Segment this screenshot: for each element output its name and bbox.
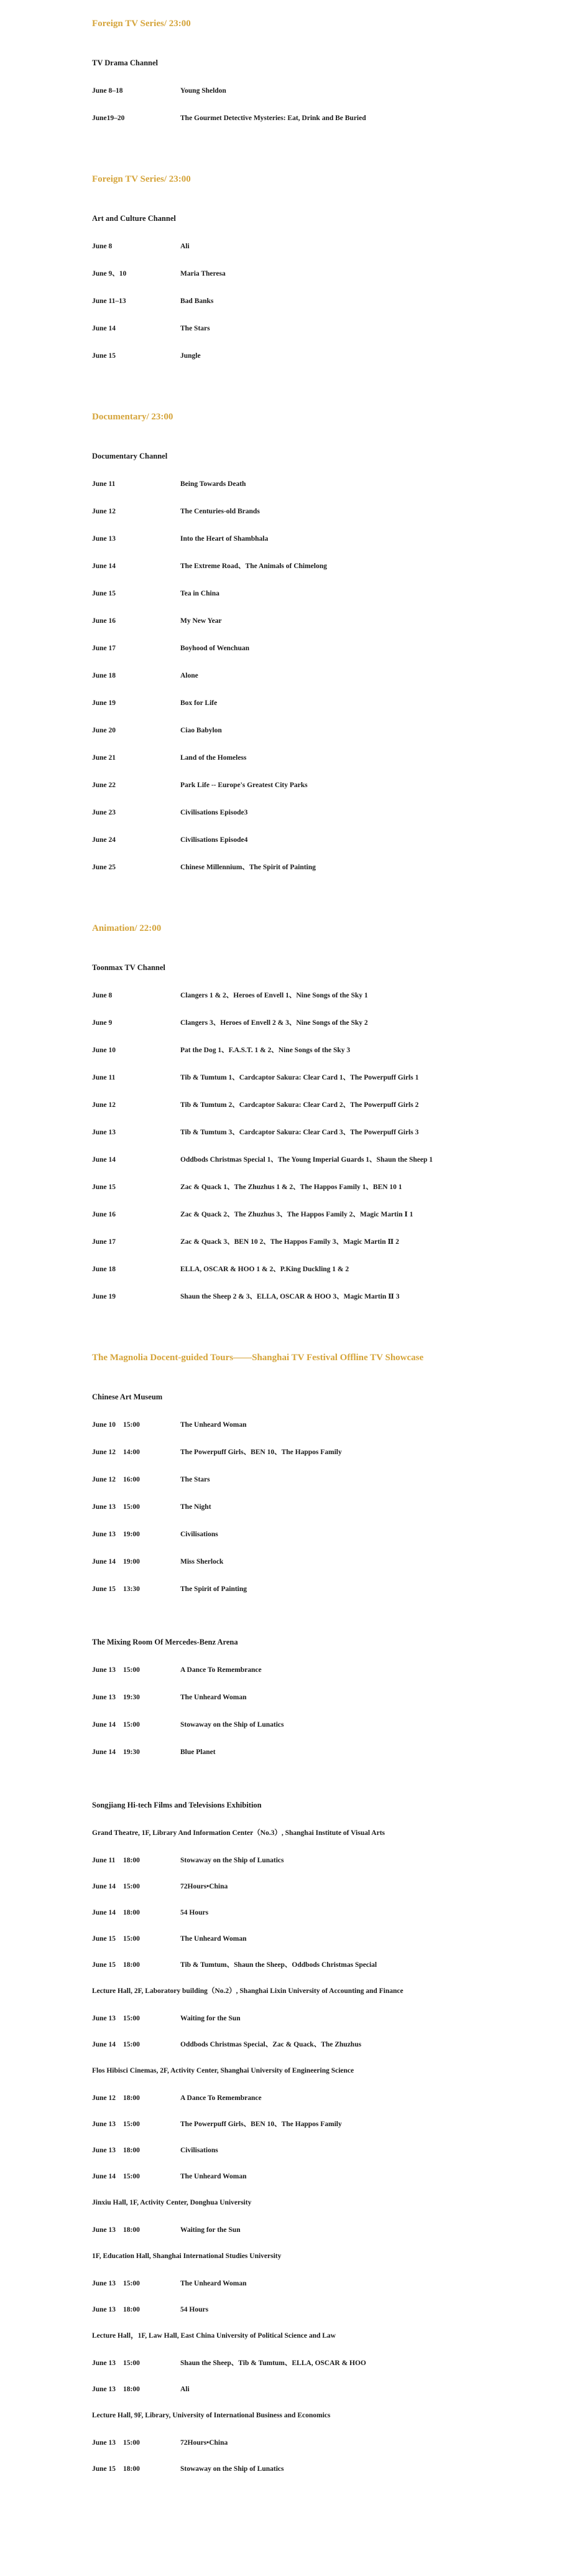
schedule-row: [92, 2119, 572, 2129]
row-program: Young Sheldon: [180, 87, 226, 95]
schedule-row: [92, 1264, 572, 1274]
row-time: 18:00: [123, 2306, 140, 2313]
row-date: June 13: [92, 2359, 116, 2367]
row-date: June 13: [92, 1129, 116, 1136]
row-program: Pat the Dog 1、F.A.S.T. 1 & 2、Nine Songs of the Sky 3: [180, 1047, 351, 1054]
schedule-row: [92, 351, 572, 361]
row-date: June 13: [92, 2439, 116, 2447]
schedule-row: [92, 1665, 572, 1675]
schedule-row: [92, 1908, 572, 1918]
schedule-row: [92, 324, 572, 334]
row-date: June 13: [92, 1694, 116, 1701]
schedule-row: [92, 1475, 572, 1485]
row-program: The Centuries-old Brands: [180, 508, 260, 515]
row-date: June 17: [92, 1238, 116, 1246]
schedule-row: [92, 2279, 572, 2289]
schedule-row: [92, 2464, 572, 2474]
row-time: 15:00: [123, 1883, 140, 1890]
schedule-row: [92, 241, 572, 251]
row-program: Chinese Millennium、The Spirit of Painting: [180, 864, 316, 871]
row-date: June 13: [92, 535, 116, 543]
row-date: June 8–18: [92, 87, 123, 95]
row-program: Being Towards Death: [180, 480, 246, 488]
row-date: June 14: [92, 325, 116, 332]
schedule-row: [92, 991, 572, 1001]
row-date: June 14: [92, 1748, 116, 1756]
row-program: Oddbods Christmas Special 1、The Young Imperial Guards 1、Shaun the Sheep 1: [180, 1156, 433, 1164]
location-name: 1F, Education Hall, Shanghai International Studies University: [92, 2252, 282, 2260]
row-date: June 13: [92, 2015, 116, 2022]
row-time: 18:00: [123, 1961, 140, 1969]
row-date: June 20: [92, 727, 116, 734]
row-program: Oddbods Christmas Special、Zac & Quack、The Zhuzhus: [180, 2041, 362, 2048]
row-date: June 13: [92, 2306, 116, 2313]
schedule-row: [92, 2145, 572, 2155]
schedule-row: [92, 1210, 572, 1220]
row-program: Clangers 1 & 2、Heroes of Envell 1、Nine Songs of the Sky 1: [180, 992, 368, 999]
row-date: June 13: [92, 2386, 116, 2393]
row-date: June 16: [92, 1211, 116, 1218]
row-program: Shaun the Sheep、Tib & Tumtum、ELLA, OSCAR & HOO: [180, 2359, 366, 2367]
schedule-row: [92, 1292, 572, 1302]
row-date: June 13: [92, 2226, 116, 2234]
section-title: The Magnolia Docent-guided Tours——Shanghai TV Festival Offline TV Showcase: [92, 1353, 424, 1363]
schedule-row: [92, 1529, 572, 1539]
schedule-row: [92, 1420, 572, 1430]
schedule-row: [92, 2358, 572, 2368]
row-date: June 13: [92, 2147, 116, 2154]
location-name: Jinxiu Hall, 1F, Activity Center, Donghua University: [92, 2199, 252, 2206]
row-time: 18:00: [123, 2226, 140, 2234]
row-date: June 9、10: [92, 270, 127, 278]
row-time: 15:00: [123, 1421, 140, 1429]
row-program: Stowaway on the Ship of Lunatics: [180, 2465, 284, 2473]
schedule-row: [92, 2225, 572, 2235]
row-date: June 15: [92, 1183, 116, 1191]
row-date: June 14: [92, 562, 116, 570]
schedule-row: [92, 808, 572, 818]
row-date: June 19: [92, 699, 116, 707]
row-program: Boyhood of Wenchuan: [180, 645, 249, 652]
schedule-row: [92, 862, 572, 872]
row-time: 15:00: [123, 1666, 140, 1674]
row-date: June 11: [92, 1074, 116, 1081]
schedule-row: [92, 835, 572, 845]
channel-name: Documentary Channel: [92, 452, 168, 460]
row-date: June 10: [92, 1047, 116, 1054]
row-program: Tib & Tumtum 3、Cardcaptor Sakura: Clear Card 3、The Powerpuff Girls 3: [180, 1129, 419, 1136]
row-time: 15:00: [123, 2015, 140, 2022]
row-program: The Spirit of Painting: [180, 1585, 247, 1593]
schedule-row: [92, 561, 572, 571]
row-date: June 11–13: [92, 297, 126, 305]
schedule-row: [92, 296, 572, 306]
row-date: June 23: [92, 809, 116, 816]
row-date: June 17: [92, 645, 116, 652]
location-name: Lecture Hall，1F, Law Hall, East China University of Political Science and Law: [92, 2332, 336, 2340]
row-program: The Powerpuff Girls、BEN 10、The Happos Family: [180, 2121, 342, 2128]
schedule-row: [92, 589, 572, 599]
row-date: June 13: [92, 1666, 116, 1674]
row-program: Zac & Quack 3、BEN 10 2、The Happos Family 3、Magic Martin Ⅱ 2: [180, 1238, 399, 1246]
schedule-row: [92, 1237, 572, 1247]
row-program: The Gourmet Detective Mysteries: Eat, Drink and Be Buried: [180, 114, 366, 122]
row-date: June 22: [92, 782, 116, 789]
row-program: Box for Life: [180, 699, 218, 707]
location-name: Grand Theatre, 1F, Library And Information Center（No.3）, Shanghai Institute of Visual Arts: [92, 1829, 385, 1837]
row-program: Alone: [180, 672, 198, 679]
row-date: June 14: [92, 1721, 116, 1729]
row-date: June 14: [92, 1883, 116, 1890]
row-date: June 24: [92, 836, 116, 844]
schedule-row: [92, 780, 572, 790]
row-time: 19:00: [123, 1558, 140, 1566]
schedule-row: [92, 1747, 572, 1757]
row-time: 15:00: [123, 2173, 140, 2180]
row-program: The Stars: [180, 325, 210, 332]
row-date: June 15: [92, 590, 116, 597]
section-animation: [0, 922, 572, 1302]
schedule-row: [92, 1502, 572, 1512]
row-date: June 21: [92, 754, 116, 762]
section-foreign-tv-art: [0, 173, 572, 361]
row-time: 18:00: [123, 1909, 140, 1916]
schedule-row: [92, 1692, 572, 1702]
schedule-row: [92, 1447, 572, 1457]
row-program: The Unheard Woman: [180, 1421, 247, 1429]
section-foreign-tv-drama: [0, 17, 572, 123]
schedule-row: [92, 2014, 572, 2023]
row-date: June 12: [92, 1449, 116, 1456]
schedule-row: [92, 726, 572, 735]
row-date: June 15: [92, 352, 116, 360]
row-program: A Dance To Remembrance: [180, 1666, 262, 1674]
row-program: 72Hours•China: [180, 1883, 228, 1890]
row-time: 18:00: [123, 2386, 140, 2393]
row-program: ELLA, OSCAR & HOO 1 & 2、P.King Duckling 1 & 2: [180, 1266, 349, 1273]
row-date: June 13: [92, 1531, 116, 1538]
schedule-row: [92, 1100, 572, 1110]
row-program: Bad Banks: [180, 297, 214, 305]
row-date: June 25: [92, 864, 116, 871]
location-name: Flos Hibisci Cinemas, 2F, Activity Center, Shanghai University of Engineering Science: [92, 2067, 354, 2074]
row-program: The Unheard Woman: [180, 2173, 247, 2180]
row-date: June 14: [92, 2173, 116, 2180]
row-program: A Dance To Remembrance: [180, 2094, 262, 2102]
schedule-row: [92, 1127, 572, 1137]
location-name: Lecture Hall, 2F, Laboratory building（No.2）, Shanghai Lixin University of Accounting and Finance: [92, 1987, 404, 1995]
row-time: 15:00: [123, 1721, 140, 1729]
row-date: June 9: [92, 1019, 113, 1027]
row-time: 13:30: [123, 1585, 140, 1593]
row-time: 15:00: [123, 1935, 140, 1943]
row-program: Waiting for the Sun: [180, 2226, 241, 2234]
row-date: June 18: [92, 672, 116, 679]
row-date: June 12: [92, 508, 116, 515]
section-tours: [0, 1351, 572, 2474]
row-program: The Unheard Woman: [180, 2280, 247, 2287]
row-date: June 19: [92, 1293, 116, 1300]
row-program: Shaun the Sheep 2 & 3、ELLA, OSCAR & HOO 3、Magic Martin Ⅱ 3: [180, 1293, 400, 1300]
row-date: June 12: [92, 1101, 116, 1109]
row-date: June 8: [92, 992, 113, 999]
row-program: The Extreme Road、The Animals of Chimelong: [180, 562, 327, 570]
row-program: Civilisations: [180, 1531, 218, 1538]
schedule-row: [92, 671, 572, 681]
section-title: Documentary/ 23:00: [92, 412, 173, 422]
schedule-row: [92, 1855, 572, 1865]
schedule-row: [92, 698, 572, 708]
row-date: June 15: [92, 1961, 116, 1969]
schedule-row: [92, 2438, 572, 2448]
row-time: 18:00: [123, 1857, 140, 1864]
schedule-row: [92, 616, 572, 626]
row-program: Tea in China: [180, 590, 219, 597]
row-time: 19:30: [123, 1748, 140, 1756]
row-program: Stowaway on the Ship of Lunatics: [180, 1857, 284, 1864]
row-time: 15:00: [123, 1503, 140, 1511]
schedule-row: [92, 269, 572, 279]
schedule-row: [92, 753, 572, 763]
row-date: June 8: [92, 243, 113, 250]
schedule-row: [92, 2093, 572, 2103]
row-date: June 12: [92, 2094, 116, 2102]
schedule-row: [92, 2172, 572, 2182]
row-date: June19–20: [92, 114, 125, 122]
row-program: Stowaway on the Ship of Lunatics: [180, 1721, 284, 1729]
row-program: Miss Sherlock: [180, 1558, 224, 1566]
row-program: Tib & Tumtum 2、Cardcaptor Sakura: Clear Card 2、The Powerpuff Girls 2: [180, 1101, 419, 1109]
row-program: Clangers 3、Heroes of Envell 2 & 3、Nine Songs of the Sky 2: [180, 1019, 368, 1027]
channel-name: Toonmax TV Channel: [92, 963, 165, 972]
row-program: Civilisations Episode4: [180, 836, 248, 844]
row-program: Zac & Quack 1、The Zhuzhus 1 & 2、The Happos Family 1、BEN 10 1: [180, 1183, 402, 1191]
row-program: 54 Hours: [180, 1909, 209, 1916]
schedule-row: [92, 534, 572, 544]
schedule-row: [92, 506, 572, 516]
row-program: Ali: [180, 2386, 190, 2393]
row-date: June 18: [92, 1266, 116, 1273]
row-time: 16:00: [123, 1476, 140, 1483]
schedule-row: [92, 1018, 572, 1028]
row-program: Land of the Homeless: [180, 754, 247, 762]
section-title: Foreign TV Series/ 23:00: [92, 19, 191, 29]
row-date: June 16: [92, 617, 116, 625]
row-program: Maria Theresa: [180, 270, 226, 278]
row-program: The Stars: [180, 1476, 210, 1483]
row-date: June 14: [92, 1909, 116, 1916]
row-time: 19:30: [123, 1694, 140, 1701]
row-time: 14:00: [123, 1449, 140, 1456]
row-date: June 11: [92, 480, 116, 488]
schedule-row: [92, 1720, 572, 1730]
schedule-row: [92, 2305, 572, 2315]
schedule-row: [92, 1584, 572, 1594]
schedule-row: [92, 1045, 572, 1055]
row-program: Tib & Tumtum、Shaun the Sheep、Oddbods Christmas Special: [180, 1961, 377, 1969]
channel-name: TV Drama Channel: [92, 58, 159, 67]
row-date: June 14: [92, 1558, 116, 1566]
row-date: June 15: [92, 1935, 116, 1943]
schedule-row: [92, 479, 572, 489]
schedule-row: [92, 86, 572, 96]
row-time: 15:00: [123, 2280, 140, 2287]
row-program: The Unheard Woman: [180, 1935, 247, 1943]
row-program: My New Year: [180, 617, 222, 625]
row-date: June 14: [92, 2041, 116, 2048]
row-time: 15:00: [123, 2041, 140, 2048]
schedule-row: [92, 2384, 572, 2394]
row-program: Jungle: [180, 352, 201, 360]
row-time: 19:00: [123, 1531, 140, 1538]
row-program: Ali: [180, 243, 190, 250]
row-time: 15:00: [123, 2359, 140, 2367]
row-date: June 13: [92, 2121, 116, 2128]
schedule-row: [92, 643, 572, 653]
schedule-row: [92, 1155, 572, 1165]
row-date: June 13: [92, 1503, 116, 1511]
exhibition-name: Songjiang Hi-tech Films and Televisions Exhibition: [92, 1801, 262, 1809]
row-program: Blue Planet: [180, 1748, 216, 1756]
schedule-row: [92, 1182, 572, 1192]
channel-name: Art and Culture Channel: [92, 214, 176, 223]
row-program: Ciao Babylon: [180, 727, 222, 734]
row-date: June 12: [92, 1476, 116, 1483]
row-date: June 13: [92, 2280, 116, 2287]
row-time: 15:00: [123, 2121, 140, 2128]
row-program: The Powerpuff Girls、BEN 10、The Happos Family: [180, 1449, 342, 1456]
row-time: 18:00: [123, 2465, 140, 2473]
venue-name: The Mixing Room Of Mercedes-Benz Arena: [92, 1638, 238, 1646]
row-program: Civilisations Episode3: [180, 809, 248, 816]
venue-name: Chinese Art Museum: [92, 1393, 163, 1401]
schedule-row: [92, 1073, 572, 1083]
row-time: 15:00: [123, 2439, 140, 2447]
row-date: June 11: [92, 1857, 116, 1864]
row-program: The Unheard Woman: [180, 1694, 247, 1701]
row-date: June 14: [92, 1156, 116, 1164]
section-documentary: [0, 411, 572, 872]
row-program: Civilisations: [180, 2147, 218, 2154]
row-program: The Night: [180, 1503, 211, 1511]
row-date: June 10: [92, 1421, 116, 1429]
row-program: Zac & Quack 2、The Zhuzhus 3、The Happos Family 2、Magic Martin Ⅰ 1: [180, 1211, 413, 1218]
row-program: 54 Hours: [180, 2306, 209, 2313]
schedule-row: [92, 1960, 572, 1970]
location-name: Lecture Hall, 9F, Library, University of International Business and Economics: [92, 2412, 331, 2419]
row-program: Into the Heart of Shambhala: [180, 535, 269, 543]
schedule-row: [92, 1934, 572, 1944]
row-date: June 15: [92, 2465, 116, 2473]
row-program: Tib & Tumtum 1、Cardcaptor Sakura: Clear Card 1、The Powerpuff Girls 1: [180, 1074, 419, 1081]
schedule-row: [92, 1882, 572, 1892]
section-title: Foreign TV Series/ 23:00: [92, 174, 191, 184]
row-time: 18:00: [123, 2147, 140, 2154]
row-date: June 15: [92, 1585, 116, 1593]
row-time: 18:00: [123, 2094, 140, 2102]
schedule-row: [92, 113, 572, 123]
schedule-row: [92, 1557, 572, 1567]
schedule-row: [92, 2040, 572, 2050]
section-title: Animation/ 22:00: [92, 923, 162, 933]
row-program: 72Hours•China: [180, 2439, 228, 2447]
row-program: Park Life -- Europe's Greatest City Parks: [180, 782, 308, 789]
row-program: Waiting for the Sun: [180, 2015, 241, 2022]
